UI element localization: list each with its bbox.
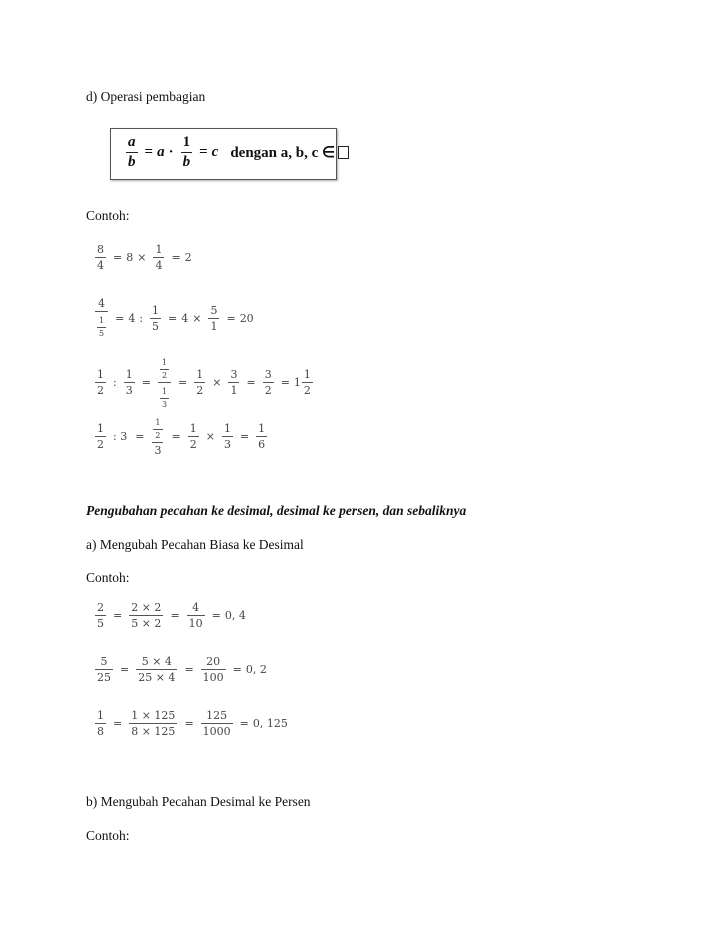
- example-3: $\frac{1}{2}$ : $\frac{1}{3}$ = $\frac{\frac{1}{2}}{\frac{1}{3}}$ = $\frac{1}{2}$ × $\frac{3}{1}$ = $\frac{3}{2}$ = 1 $\frac{1}{2}$: [97, 358, 311, 409]
- section-b-heading: b) Mengubah Pecahan Desimal ke Persen: [86, 794, 311, 809]
- section-a-heading: a) Mengubah Pecahan Biasa ke Desimal: [86, 537, 304, 552]
- dot-operator: ·: [168, 144, 174, 160]
- fraction-a-over-b: $\frac{a}{b}$: [128, 134, 136, 170]
- example-4: $\frac{1}{2}$ : 3 = $\frac{\frac{1}{2}}{3}$ = $\frac{1}{2}$ × $\frac{1}{3}$ = $\frac{1}{6}$: [97, 418, 266, 457]
- section-d-heading: d) Operasi pembagian: [86, 89, 206, 104]
- example-1: $\frac{8}{4}$ = 8 × $\frac{1}{4}$ = 2: [97, 243, 192, 272]
- contoh-label: Contoh:: [86, 208, 130, 223]
- example-6: $\frac{5}{25}$ = $\frac{5 \times 4}{25 \times 4}$ = $\frac{20}{100}$ = 0, 2: [97, 655, 267, 684]
- example-5: $\frac{2}{5}$ = $\frac{2 \times 2}{5 \times 2}$ = $\frac{4}{10}$ = 0, 4: [97, 601, 246, 630]
- definition-condition: dengan a, b, c ∈: [230, 145, 336, 161]
- contoh-label-3: Contoh:: [86, 828, 130, 843]
- set-symbol-icon: [338, 146, 349, 159]
- fraction-one-over-b: $\frac{1}{b}$: [182, 134, 191, 170]
- division-definition-box: [110, 128, 337, 180]
- var-c: c: [211, 144, 219, 160]
- example-2: $\frac{4}{\frac{1}{5}}$ = 4 : $\frac{1}{5}$ = 4 × $\frac{5}{1}$ = 20: [92, 298, 254, 338]
- example-7: $\frac{1}{8}$ = $\frac{1 \times 125}{8 \times 125}$ = $\frac{125}{1000}$ = 0, 125: [97, 709, 288, 738]
- contoh-label-2: Contoh:: [86, 570, 130, 585]
- var-a: a: [157, 144, 165, 160]
- equals-sign: =: [144, 144, 154, 160]
- equals-sign: =: [199, 144, 208, 160]
- section-pengubahan-heading: Pengubahan pecahan ke desimal, desimal ke persen, dan sebaliknya: [86, 503, 467, 518]
